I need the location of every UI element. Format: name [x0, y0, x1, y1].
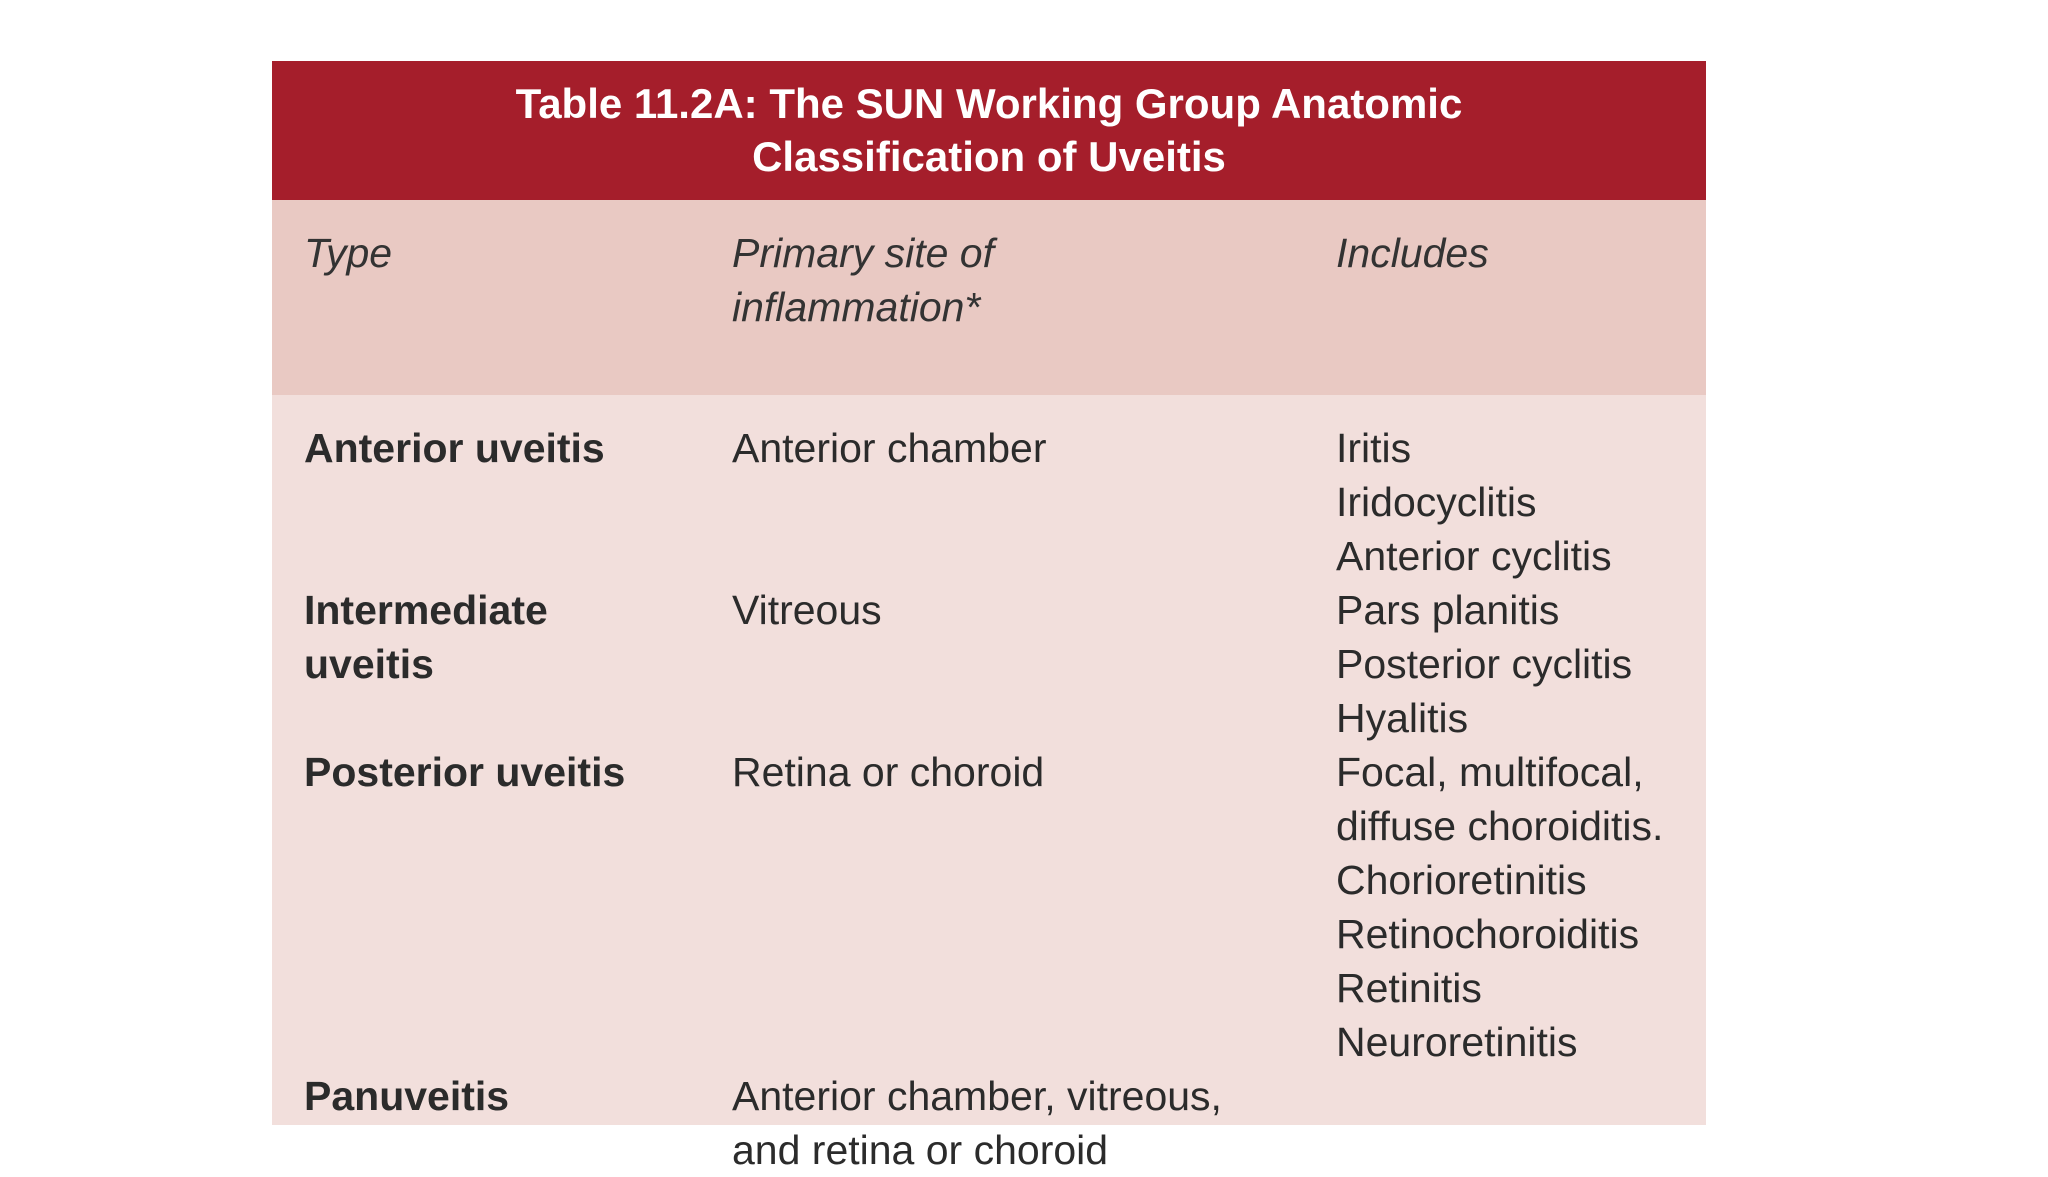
- column-header-type: [304, 226, 392, 280]
- column-header-primary-site: [732, 226, 994, 334]
- column-header-includes-text: Includes: [1336, 230, 1489, 276]
- row-intermediate-includes: [1336, 583, 1632, 745]
- site-text: Retina or choroid: [732, 749, 1045, 795]
- row-anterior-type: [304, 421, 605, 475]
- row-intermediate-type: [304, 583, 548, 691]
- includes-item: Pars planitis: [1336, 587, 1560, 633]
- table-title-line-1: Table 11.2A: The SUN Working Group Anatomic: [515, 80, 1463, 127]
- includes-item: Focal, multifocal,: [1336, 749, 1644, 795]
- row-anterior-includes: [1336, 421, 1612, 583]
- site-text: Anterior chamber: [732, 425, 1047, 471]
- type-text: Panuveitis: [304, 1073, 510, 1119]
- row-intermediate-site: [732, 583, 882, 637]
- site-text: Vitreous: [732, 587, 882, 633]
- site-text: Anterior chamber, vitreous,: [732, 1073, 1222, 1119]
- row-posterior-site: [732, 745, 1044, 799]
- type-text: Intermediate: [304, 587, 548, 633]
- includes-item: Retinitis: [1336, 965, 1482, 1011]
- includes-item: Chorioretinitis: [1336, 857, 1587, 903]
- row-panuveitis-type: [304, 1069, 509, 1123]
- column-header-includes: [1336, 226, 1489, 280]
- includes-item: diffuse choroiditis.: [1336, 803, 1664, 849]
- row-posterior-type: [304, 745, 625, 799]
- row-panuveitis-site: [732, 1069, 1222, 1177]
- includes-item: Iritis: [1336, 425, 1412, 471]
- uveitis-classification-table: [272, 61, 1706, 1173]
- table-title: [272, 61, 1706, 200]
- site-text: and retina or choroid: [732, 1127, 1109, 1173]
- includes-item: Iridocyclitis: [1336, 479, 1537, 525]
- type-text: Posterior uveitis: [304, 749, 626, 795]
- includes-item: Anterior cyclitis: [1336, 533, 1612, 579]
- row-anterior-site: [732, 421, 1046, 475]
- row-posterior-includes: [1336, 745, 1663, 1069]
- type-text: Anterior uveitis: [304, 425, 605, 471]
- table-header-row: [272, 200, 1706, 395]
- includes-item: Neuroretinitis: [1336, 1019, 1578, 1065]
- column-header-site-line-2: inflammation*: [732, 284, 981, 330]
- includes-item: Hyalitis: [1336, 695, 1469, 741]
- table-title-line-2: Classification of Uveitis: [752, 133, 1226, 180]
- type-text: uveitis: [304, 641, 434, 687]
- includes-item: Posterior cyclitis: [1336, 641, 1633, 687]
- column-header-type-text: Type: [304, 230, 393, 276]
- column-header-site-line-1: Primary site of: [732, 230, 994, 276]
- includes-item: Retinochoroiditis: [1336, 911, 1640, 957]
